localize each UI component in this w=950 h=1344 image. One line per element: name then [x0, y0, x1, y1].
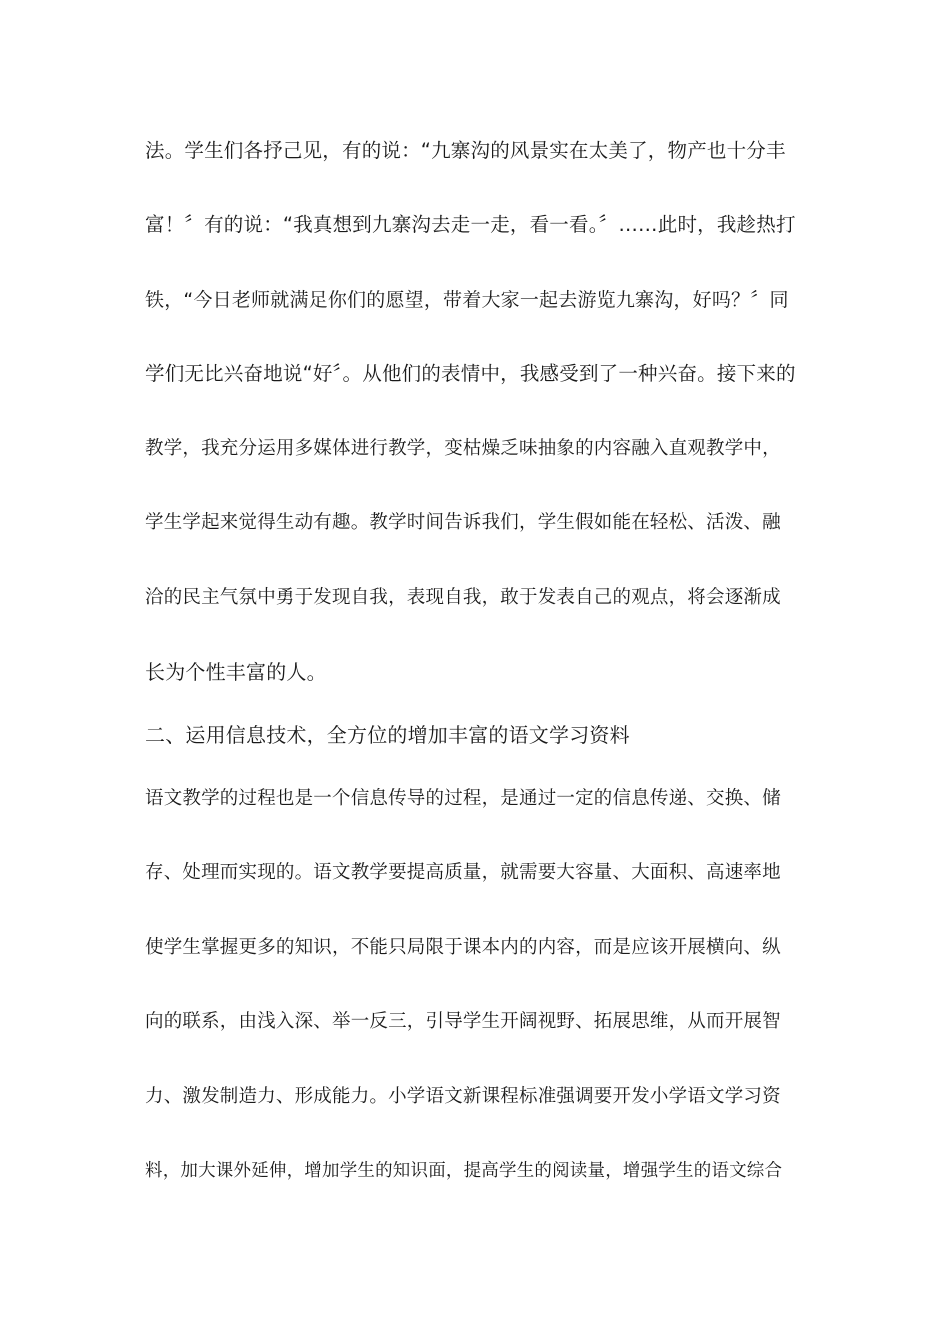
text-line: 教学，我充分运用多媒体进行教学，变枯燥乏味抽象的内容融入直观教学中， [145, 438, 781, 459]
text-line: 学生学起来觉得生动有趣。教学时间告诉我们，学生假如能在轻松、活泼、融 [145, 512, 781, 533]
text-line: 洽的民主气氛中勇于发现自我，表现自我，敢于发表自己的观点，将会逐渐成 [145, 587, 781, 608]
text-line: 法。学生们各抒己见，有的说：“九寨沟的风景实在太美了，物产也十分丰 [145, 139, 786, 162]
text-line: 向的联系，由浅入深、举一反三，引导学生开阔视野、拓展思维，从而开展智 [145, 1011, 781, 1032]
text-line: 料，加大课外延伸，增加学生的知识面，提高学生的阅读量，增强学生的语文综合 [145, 1161, 783, 1181]
text-line: 存、处理而实现的。语文教学要提高质量，就需要大容量、大面积、高速率地 [145, 862, 781, 883]
text-line: 语文教学的过程也是一个信息传导的过程，是通过一定的信息传递、交换、储 [145, 788, 781, 809]
text-line: 使学生掌握更多的知识，不能只局限于课本内的内容，而是应该开展横向、纵 [145, 937, 781, 958]
text-line: 学们无比兴奋地说“好〞。从他们的表情中，我感受到了一种兴奋。接下来的 [145, 362, 796, 385]
text-line: 长为个性丰富的人。 [145, 660, 327, 684]
section-heading: 二、运用信息技术，全方位的增加丰富的语文学习资料 [145, 723, 630, 747]
text-line: 力、激发制造力、形成能力。小学语文新课程标准强调要开发小学语文学习资 [145, 1086, 781, 1107]
text-line: 铁，“今日老师就满足你们的愿望，带着大家一起去游览九寨沟，好吗？〞同 [145, 289, 789, 311]
text-line: 富！〞有的说：“我真想到九寨沟去走一走，看一看。〞……此时，我趁热打 [145, 213, 796, 236]
